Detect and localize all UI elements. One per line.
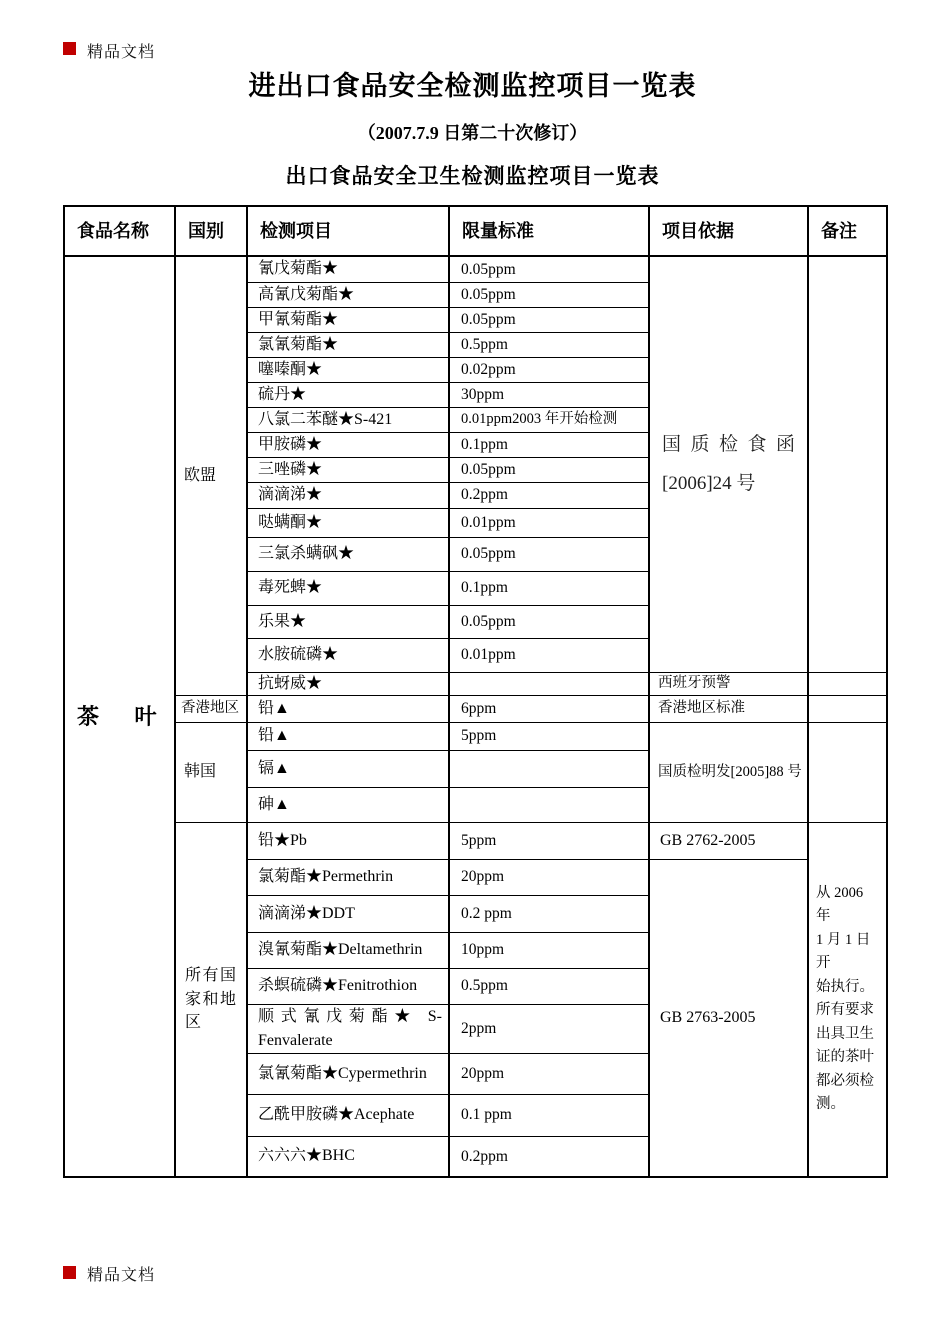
remark-eu-cell <box>808 256 887 672</box>
basis-gb2763-cell: GB 2763-2005 <box>649 859 808 1177</box>
item-cell: 砷▲ <box>247 787 449 822</box>
watermark-bottom: 精品文档 <box>87 1267 156 1284</box>
country-all-line3: 区 <box>185 1013 202 1031</box>
limit-cell: 2ppm <box>449 1004 649 1053</box>
item-cell: 滴滴涕★ <box>247 482 449 508</box>
limit-cell: 6ppm <box>449 695 649 722</box>
item-cell: 铅▲ <box>247 722 449 750</box>
item-cell: 滴滴涕★DDT <box>247 895 449 932</box>
food-name-cell: 茶 叶 <box>64 256 175 1177</box>
country-eu-cell: 欧盟 <box>175 256 247 695</box>
item-cell: 毒死蜱★ <box>247 571 449 605</box>
limit-cell: 0.05ppm <box>449 256 649 282</box>
remark-kr-cell <box>808 722 887 822</box>
limit-cell: 0.05ppm <box>449 307 649 332</box>
item-cell: 甲氰菊酯★ <box>247 307 449 332</box>
limit-cell: 0.01ppm <box>449 508 649 537</box>
limit-cell: 20ppm <box>449 859 649 895</box>
item-cell: 硫丹★ <box>247 382 449 407</box>
secondary-title: 出口食品安全卫生检测监控项目一览表 <box>285 164 660 188</box>
item-cell: 杀螟硫磷★Fenitrothion <box>247 968 449 1004</box>
limit-cell: 0.05ppm <box>449 537 649 571</box>
limit-cell <box>449 672 649 695</box>
item-cell: 顺式氰戊菊酯★ S-Fenvalerate <box>247 1004 449 1053</box>
country-all-line1: 所有国 <box>185 967 236 985</box>
item-cell: 铅▲ <box>247 695 449 722</box>
item-cell: 铅★Pb <box>247 822 449 859</box>
item-cell: 水胺硫磷★ <box>247 638 449 672</box>
limit-cell: 0.01ppm2003 年开始检测 <box>449 407 649 432</box>
limit-cell: 0.05ppm <box>449 605 649 638</box>
item-cell: 哒螨酮★ <box>247 508 449 537</box>
limit-cell: 0.5ppm <box>449 332 649 357</box>
table-row <box>64 695 887 722</box>
limit-cell: 0.01ppm <box>449 638 649 672</box>
remark-line: 始执行。 <box>816 978 874 995</box>
limit-cell: 30ppm <box>449 382 649 407</box>
country-all-line2: 家和地 <box>185 990 236 1008</box>
monitoring-table <box>63 205 888 1178</box>
item-cell: 三唑磷★ <box>247 457 449 482</box>
basis-eu-line2: [2006]24 号 <box>662 473 756 495</box>
header-limit-standard: 限量标准 <box>449 206 649 256</box>
limit-cell: 0.5ppm <box>449 968 649 1004</box>
remark-line: 测。 <box>816 1096 845 1113</box>
basis-gb2762-cell: GB 2762-2005 <box>649 822 808 859</box>
limit-cell: 0.1ppm <box>449 571 649 605</box>
limit-cell: 20ppm <box>449 1053 649 1094</box>
limit-cell: 5ppm <box>449 822 649 859</box>
header-food-name: 食品名称 <box>64 206 175 256</box>
country-kr-cell: 韩国 <box>175 722 247 822</box>
item-cell: 抗蚜威★ <box>247 672 449 695</box>
header-test-item: 检测项目 <box>247 206 449 256</box>
item-cell: 六六六★BHC <box>247 1136 449 1177</box>
item-cell: 氯氰菊酯★ <box>247 332 449 357</box>
item-cell: 氰戊菊酯★ <box>247 256 449 282</box>
watermark-top: 精品文档 <box>87 44 156 61</box>
country-all-cell <box>175 822 247 1177</box>
remark-line: 证的茶叶 <box>816 1049 874 1066</box>
limit-cell <box>449 787 649 822</box>
item-cell: 噻嗪酮★ <box>247 357 449 382</box>
limit-cell: 0.2ppm <box>449 1136 649 1177</box>
red-square-marker-bottom <box>63 1266 76 1279</box>
remark-cell <box>808 695 887 722</box>
item-cell: 八氯二苯醚★S-421 <box>247 407 449 432</box>
basis-hk-cell: 香港地区标准 <box>649 695 808 722</box>
item-cell: 三氯杀螨砜★ <box>247 537 449 571</box>
header-row <box>64 206 887 256</box>
item-cell: 高氰戊菊酯★ <box>247 282 449 307</box>
item-cell: 甲胺磷★ <box>247 432 449 457</box>
table-row <box>64 722 887 750</box>
limit-cell: 0.2ppm <box>449 482 649 508</box>
item-cell: 乙酰甲胺磷★Acephate <box>247 1094 449 1136</box>
limit-cell: 10ppm <box>449 932 649 968</box>
limit-cell: 0.2 ppm <box>449 895 649 932</box>
table-row <box>64 256 887 282</box>
limit-cell: 0.02ppm <box>449 357 649 382</box>
limit-cell: 0.05ppm <box>449 282 649 307</box>
remark-line: 都必须检 <box>816 1072 874 1089</box>
remark-all-cell <box>808 822 887 1177</box>
table-row <box>64 822 887 859</box>
limit-cell <box>449 750 649 787</box>
item-cell: 乐果★ <box>247 605 449 638</box>
remark-line: 从 2006 年 <box>816 884 864 925</box>
limit-cell: 0.1ppm <box>449 432 649 457</box>
country-hk-cell: 香港地区 <box>175 695 247 722</box>
basis-kr-cell: 国质检明发[2005]88 号 <box>649 722 808 822</box>
remark-line: 所有要求 <box>816 1002 874 1019</box>
basis-spain-cell: 西班牙预警 <box>649 672 808 695</box>
limit-cell: 5ppm <box>449 722 649 750</box>
remark-line: 出具卫生 <box>816 1025 874 1042</box>
item-cell: 溴氰菊酯★Deltamethrin <box>247 932 449 968</box>
header-country: 国别 <box>175 206 247 256</box>
remark-line: 1 月 1 日开 <box>816 931 871 972</box>
limit-cell: 0.1 ppm <box>449 1094 649 1136</box>
page-subtitle: （2007.7.9 日第二十次修订） <box>357 123 588 143</box>
item-cell: 镉▲ <box>247 750 449 787</box>
limit-cell: 0.05ppm <box>449 457 649 482</box>
remark-cell <box>808 672 887 695</box>
header-remark: 备注 <box>808 206 887 256</box>
basis-eu-line1: 国质检食函 <box>662 433 795 455</box>
item-cell: 氯菊酯★Permethrin <box>247 859 449 895</box>
basis-eu-cell <box>649 256 808 672</box>
header-basis: 项目依据 <box>649 206 808 256</box>
red-square-marker-top <box>63 42 76 55</box>
item-cell: 氯氰菊酯★Cypermethrin <box>247 1053 449 1094</box>
page-title: 进出口食品安全检测监控项目一览表 <box>248 71 697 101</box>
